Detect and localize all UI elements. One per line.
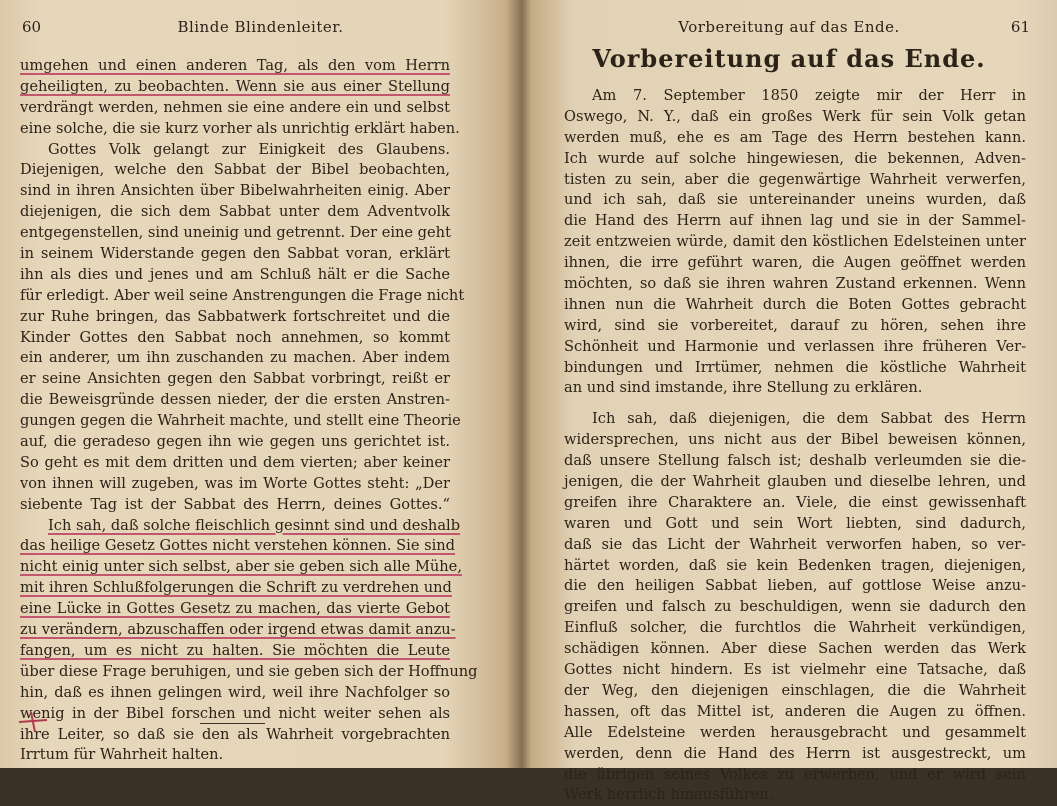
text-line: ein anderer, um ihn zuschanden zu machen. Aber indem (20, 349, 450, 367)
page-number: 60 (22, 18, 42, 36)
running-head: Blinde Blindenleiter. (177, 18, 344, 36)
text-line: Gottes Volk gelangt zur Einigkeit des Glaubens. (48, 140, 450, 158)
text-line: Ich sah, daß solche fleischlich gesinnt sind und deshalb (48, 516, 461, 534)
text-line: wenig in der Bibel forschen und nicht weiter sehen als (20, 704, 450, 722)
text-line: Am 7. September 1850 zeigte mir der Herr in (592, 87, 1026, 104)
text-line: siebente Tag ist der Sabbat des Herrn, deines Gottes.“ (20, 495, 450, 513)
text-line: daß unsere Stellung falsch ist; deshalb verleumden sie die- (564, 452, 1026, 470)
text-line: jenigen, die der Wahrheit glauben und dieselbe lehren, und (564, 473, 1026, 491)
chapter-title: Vorbereitung auf das Ende. (592, 44, 986, 73)
text-line: Alle Edelsteine werden herausgebracht und gesammelt (564, 723, 1026, 741)
pencil-cross-mark (17, 710, 51, 734)
text-line: ihnen nun die Wahrheit durch die Boten Gottes gebracht (564, 295, 1026, 313)
page-body-text (20, 56, 478, 766)
text-line: von ihnen will zugeben, was im Worte Gottes steht: „Der (20, 474, 450, 492)
page-body-text (564, 86, 1026, 806)
text-line: schädigen können. Aber diese Sachen werden das Werk (564, 640, 1026, 658)
text-line: für erledigt. Aber weil seine Anstrengungen die Frage nicht (20, 286, 465, 304)
text-line: geheiligten, zu beobachten. Wenn sie aus einer Stellung (20, 77, 450, 95)
text-line: Einfluß solcher, die furchtlos die Wahrheit verkündigen, (564, 619, 1026, 637)
text-line: und ich sah, daß sie untereinander uneins wurden, daß (564, 191, 1026, 209)
text-line: greifen und falsch zu beschuldigen, wenn sie dadurch den (564, 598, 1026, 616)
text-line: fangen, um es nicht zu halten. Sie möchten die Leute (20, 641, 450, 659)
text-line: werden muß, ehe es am Tage des Herrn bestehen kann. (564, 128, 1026, 146)
text-line: Ich wurde auf solche hingewiesen, die bekennen, Adven- (564, 149, 1026, 167)
text-line: die Hand des Herrn auf ihnen lag und sie in der Sammel- (564, 212, 1026, 230)
text-line: möchten, so daß sie ihren wahren Zustand erkennen. Wenn (564, 275, 1026, 293)
text-line: Schönheit und Harmonie und verlassen ihre früheren Ver- (564, 337, 1026, 355)
text-line: Oswego, N. Y., daß ein großes Werk für sein Volk getan (564, 107, 1026, 125)
text-line: bindungen und Irrtümer, nehmen die köstliche Wahrheit (564, 358, 1026, 376)
running-head: Vorbereitung auf das Ende. (678, 18, 900, 36)
text-line: härtet worden, daß sie kein Bedenken tragen, diejenigen, (564, 556, 1026, 574)
text-line: widersprechen, uns nicht aus der Bibel beweisen können, (564, 431, 1026, 449)
text-line: Ich sah, daß diejenigen, die dem Sabbat des Herrn (592, 410, 1026, 428)
text-line: gungen gegen die Wahrheit machte, und stellt eine Theorie (20, 412, 461, 430)
right-page (521, 0, 1057, 804)
text-line: ihn als dies und jenes und am Schluß hält er die Sache (20, 265, 450, 283)
text-line: verdrängt werden, nehmen sie eine andere ein und selbst (20, 98, 450, 116)
text-line: zeit entzweien würde, damit den köstlichen Edelsteinen unter (564, 233, 1026, 251)
text-line: Kinder Gottes den Sabbat noch annehmen, so kommt (20, 328, 450, 346)
text-line: ihnen, die irre geführt waren, die Augen geöffnet werden (564, 254, 1026, 272)
end-rule (200, 723, 265, 724)
text-line: nicht einig unter sich selbst, aber sie geben sich alle Mühe, (20, 558, 462, 576)
text-line: eine solche, die sie kurz vorher als unrichtig erklärt haben. (20, 119, 460, 137)
left-page (0, 0, 521, 768)
text-line: daß sie das Licht der Wahrheit verworfen haben, so ver- (564, 535, 1026, 553)
text-line: an und sind imstande, ihre Stellung zu erklären. (564, 379, 923, 397)
text-line: greifen ihre Charaktere an. Viele, die einst gewissenhaft (564, 493, 1026, 511)
text-line: hin, daß es ihnen gelingen wird, weil ihre Nachfolger so (20, 683, 450, 701)
text-line: über diese Frage beruhigen, und sie geben sich der Hoffnung (20, 662, 478, 680)
text-line: umgehen und einen anderen Tag, als den vom Herrn (20, 57, 450, 74)
text-line: waren und Gott und sein Wort liebten, sind dadurch, (564, 514, 1026, 532)
text-line: die den heiligen Sabbat lieben, auf gottlose Weise anzu- (564, 577, 1026, 595)
text-line: wird, sind sie vorbereitet, darauf zu hören, sehen ihre (564, 316, 1026, 334)
text-line: die Beweisgründe dessen nieder, der die ersten Anstren- (20, 391, 450, 409)
text-line: Werk herrlich hinausführen. (564, 786, 774, 804)
text-line: tisten zu sein, aber die gegenwärtige Wahrheit verwerfen, (564, 170, 1026, 188)
text-line: mit ihren Schlußfolgerungen die Schrift zu verdrehen und (20, 579, 452, 597)
text-line: So geht es mit dem dritten und dem vierten; aber keiner (20, 453, 450, 471)
page-number: 61 (1010, 18, 1030, 36)
text-line: das heilige Gesetz Gottes nicht verstehen können. Sie sind (20, 537, 456, 555)
text-line: zur Ruhe bringen, das Sabbatwerk fortschreitet und die (20, 307, 450, 325)
text-line: diejenigen, die sich dem Sabbat unter dem Adventvolk (20, 203, 450, 221)
text-line: sind in ihren Ansichten über Bibelwahrheiten einig. Aber (20, 182, 450, 200)
text-line: Irrtum für Wahrheit halten. (20, 746, 224, 764)
text-line: er seine Ansichten gegen den Sabbat vorbringt, reißt er (20, 370, 450, 388)
text-line: die übrigen seines Volkes zu erwerben, und er wird sein (564, 765, 1026, 783)
text-line: der Weg, den diejenigen einschlagen, die die Wahrheit (564, 681, 1026, 699)
text-line: hassen, oft das Mittel ist, anderen die Augen zu öffnen. (564, 702, 1026, 720)
text-line: zu verändern, abzuschaffen oder irgend etwas damit anzu- (20, 621, 456, 639)
text-line: entgegenstellen, sind uneinig und getrennt. Der eine geht (20, 224, 451, 242)
text-line: ihre Leiter, so daß sie den als Wahrheit vorgebrachten (20, 725, 450, 743)
text-line: eine Lücke in Gottes Gesetz zu machen, das vierte Gebot (20, 600, 450, 618)
text-line: in seinem Widerstande gegen den Sabbat voran, erklärt (20, 245, 450, 263)
text-line: Gottes nicht hindern. Es ist vielmehr eine Tatsache, daß (564, 661, 1026, 679)
text-line: auf, die geradeso gegen ihn wie gegen uns gerichtet ist. (20, 433, 450, 451)
text-line: Diejenigen, welche den Sabbat der Bibel beobachten, (20, 161, 450, 179)
text-line: werden, denn die Hand des Herrn ist ausgestreckt, um (564, 744, 1026, 762)
